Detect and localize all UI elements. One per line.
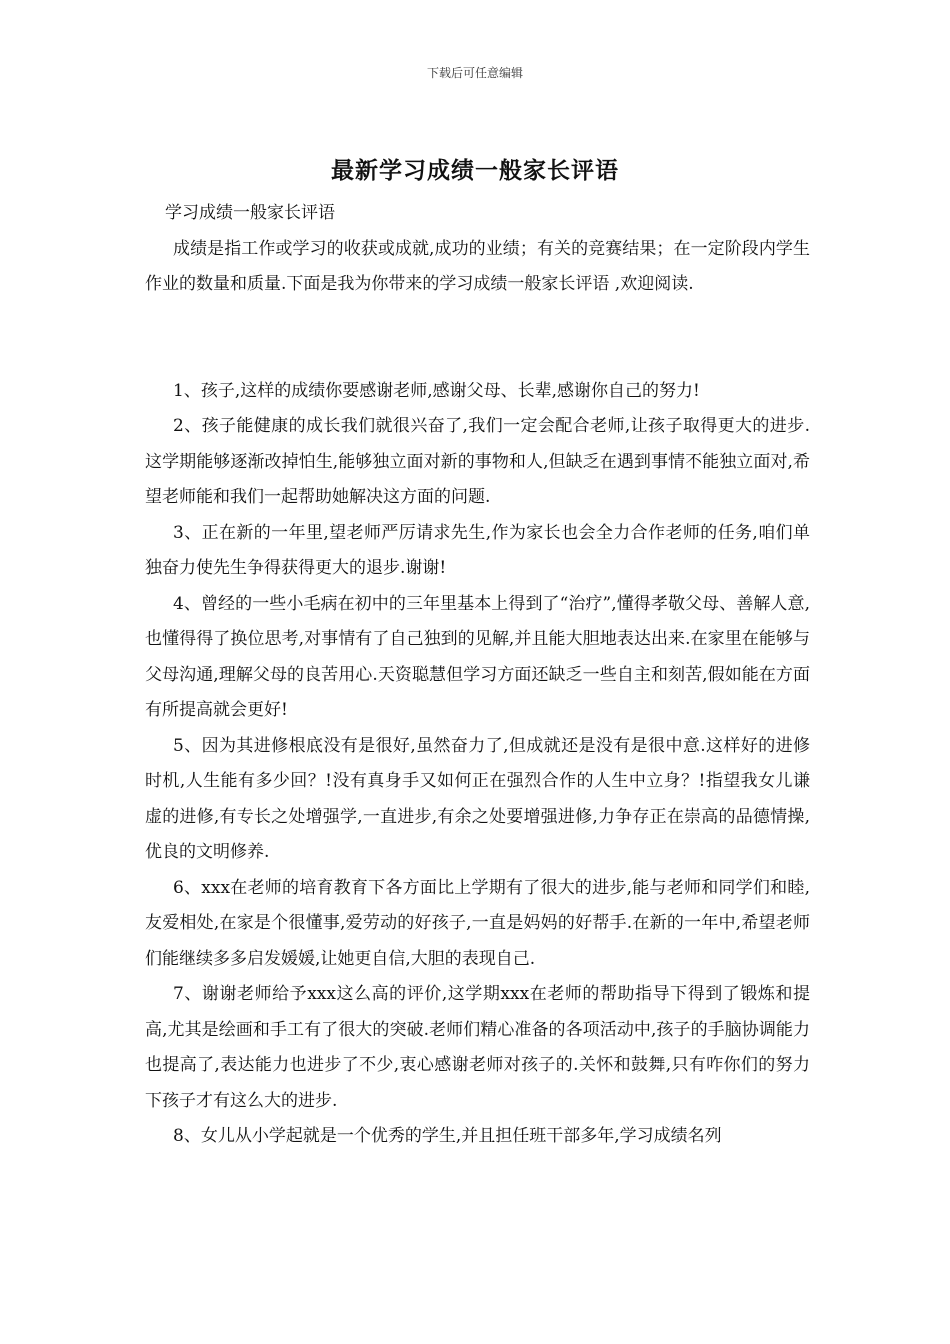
document-body: [145, 196, 810, 1155]
section-spacer: [145, 303, 810, 374]
comment-item-4: 4、曾经的一些小毛病在初中的三年里基本上得到了“治疗”,懂得孝敬父母、善解人意,也懂得得了换位思考,对事情有了自己独到的见解,并且能大胆地表达出来.在家里在能够与父母沟通,理解父母的良苦用心.天资聪慧但学习方面还缺乏一些自主和刻苦,假如能在方面有所提高就会更好!: [145, 593, 810, 720]
comment-item-8: 8、女儿从小学起就是一个优秀的学生,并且担任班干部多年,学习成绩名列: [173, 1126, 722, 1146]
comment-item-7: 7、谢谢老师给予xxx这么高的评价,这学期xxx在老师的帮助指导下得到了锻炼和提高,尤其是绘画和手工有了很大的突破.老师们精心准备的各项活动中,孩子的手脑协调能力也提高了,表达能力也进步了不少,衷心感谢老师对孩子的.关怀和鼓舞,只有咋你们的努力下孩子才有这么大的进步.: [145, 984, 810, 1111]
intro-paragraph: 成绩是指工作或学习的收获或成就,成功的业绩；有关的竞赛结果；在一定阶段内学生作业的数量和质量.下面是我为你带来的学习成绩一般家长评语 ,欢迎阅读.: [145, 238, 810, 294]
header-note: 下载后可任意编辑: [426, 66, 523, 80]
subtitle: 学习成绩一般家长评语: [165, 203, 335, 223]
comment-item-1: 1、孩子,这样的成绩你要感谢老师,感谢父母、长辈,感谢你自己的努力!: [173, 380, 700, 401]
comment-item-5: 5、因为其进修根底没有是很好,虽然奋力了,但成就还是没有是很中意.这样好的进修时机,人生能有多少回？!没有真身手又如何正在强烈合作的人生中立身？!指望我女儿谦虚的进修,有专长之处增强学,一直进步,有余之处要增强进修,力争存正在崇高的品德情操,优良的文明修养.: [145, 735, 810, 862]
document-title: 最新学习成绩一般家长评语: [331, 157, 619, 184]
comment-item-2: 2、孩子能健康的成长我们就很兴奋了,我们一定会配合老师,让孩子取得更大的进步.这学期能够逐渐改掉怕生,能够独立面对新的事物和人,但缺乏在遇到事情不能独立面对,希望老师能和我们一起帮助她解决这方面的问题.: [145, 416, 810, 507]
comment-item-6: 6、xxx在老师的培育教育下各方面比上学期有了很大的进步,能与老师和同学们和睦,友爱相处,在家是个很懂事,爱劳动的好孩子,一直是妈妈的好帮手.在新的一年中,希望老师们能继续多多启发媛媛,让她更自信,大胆的表现自己.: [145, 877, 810, 969]
comment-item-3: 3、正在新的一年里,望老师严厉请求先生,作为家长也会全力合作老师的任务,咱们单独奋力使先生争得获得更大的退步.谢谢!: [145, 522, 810, 578]
